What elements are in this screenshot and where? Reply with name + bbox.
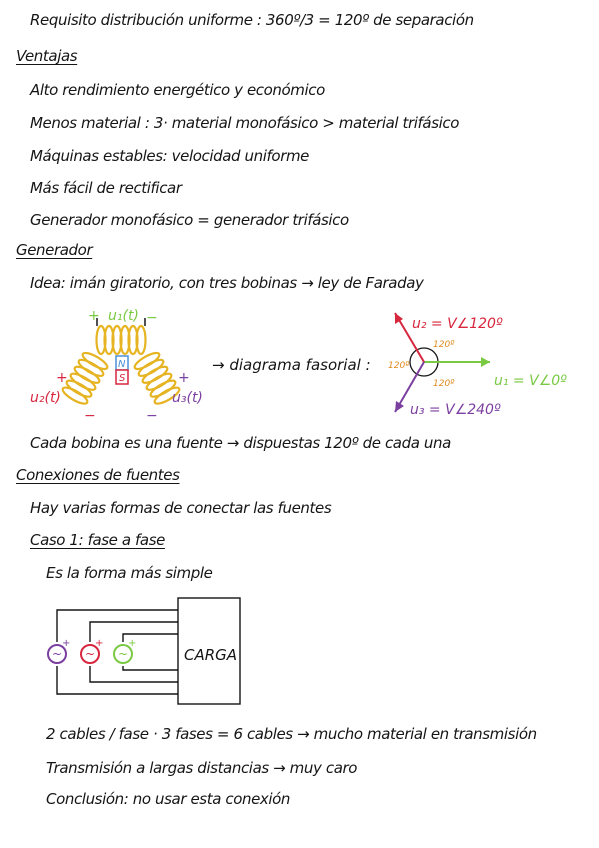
phasor-arrow-text: → diagrama fasorial :	[212, 356, 371, 374]
heading-generador: Generador	[16, 241, 93, 259]
line-hay-varias: Hay varias formas de conectar las fuentes	[30, 499, 332, 517]
heading-caso-1: Caso 1: fase a fase	[30, 531, 165, 549]
phasor-u2-label: u₂ = V∠120º	[412, 316, 503, 332]
coil-top	[97, 326, 146, 354]
source-red-plus: +	[95, 638, 104, 649]
u3-label: u₃(t)	[172, 390, 203, 406]
source-green-plus: +	[128, 638, 137, 649]
source-red	[81, 638, 103, 663]
ventaja-estables: Máquinas estables: velocidad uniforme	[30, 147, 309, 165]
generator-sketch	[30, 308, 203, 424]
ventaja-rendimiento: Alto rendimiento energético y económico	[30, 81, 325, 99]
coil-right-minus: −	[146, 408, 158, 424]
magnet-north-label: N	[118, 359, 126, 370]
coil-top-plus: +	[88, 308, 100, 324]
source-green	[114, 638, 136, 663]
line-cables: 2 cables / fase · 3 fases = 6 cables → mucho material en transmisión	[46, 725, 537, 743]
coil-left	[61, 350, 110, 406]
line-conclusion: Conclusión: no usar esta conexión	[46, 790, 291, 808]
svg-text:~: ~	[118, 647, 129, 661]
ventaja-material: Menos material : 3· material monofásico > material trifásico	[30, 114, 460, 132]
u1-label: u₁(t)	[108, 308, 139, 324]
phasor-u1-label: u₁ = V∠0º	[494, 373, 567, 389]
svg-text:~: ~	[52, 647, 63, 661]
magnet-south-label: S	[119, 373, 126, 384]
coil-left-minus: −	[84, 408, 96, 424]
heading-ventajas: Ventajas	[16, 47, 78, 65]
source-purple-plus: +	[62, 638, 71, 649]
coil-left-plus: +	[56, 370, 68, 386]
load-label: CARGA	[184, 646, 238, 664]
source-purple	[48, 638, 70, 663]
line-cada-bobina: Cada bobina es una fuente → dispuestas 120º de cada una	[30, 434, 451, 452]
line-requisito: Requisito distribución uniforme : 360º/3 = 120º de separación	[30, 11, 474, 29]
line-idea: Idea: imán giratorio, con tres bobinas → ley de Faraday	[30, 274, 424, 292]
phasor-angle-top: 120º	[433, 340, 455, 350]
ventaja-generador: Generador monofásico = generador trifásico	[30, 211, 349, 229]
line-es-la-forma: Es la forma más simple	[46, 564, 213, 582]
line-transmision: Transmisión a largas distancias → muy caro	[46, 759, 358, 777]
coil-right-plus: +	[178, 370, 190, 386]
phasor-u3-label: u₃ = V∠240º	[410, 402, 501, 418]
phasor-angle-bottom: 120º	[433, 379, 455, 389]
phasor-diagram	[212, 313, 567, 418]
ventaja-rectificar: Más fácil de rectificar	[30, 179, 182, 197]
phasor-angle-left: 120º	[388, 361, 410, 371]
heading-conexiones: Conexiones de fuentes	[16, 466, 180, 484]
svg-text:~: ~	[85, 647, 96, 661]
coil-top-minus: −	[146, 310, 158, 326]
u2-label: u₂(t)	[30, 390, 61, 406]
